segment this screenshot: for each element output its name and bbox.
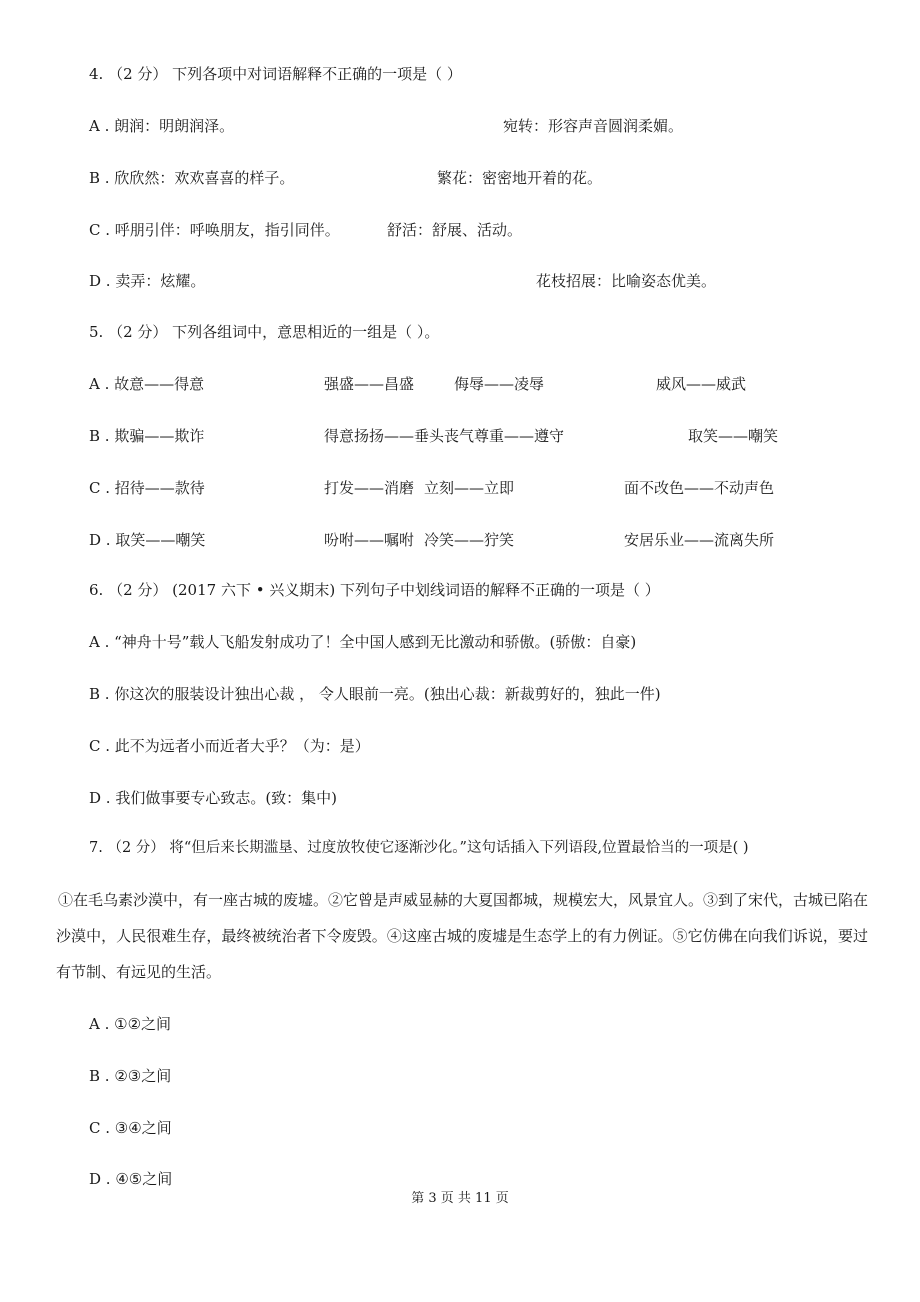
q6-option-d: D . 我们做事要专心致志。(致：集中)	[89, 789, 338, 807]
q7-option-a: A . ①②之间	[89, 1015, 172, 1033]
q6-option-a: A . “神舟十号”载人飞船发射成功了！全中国人感到无比激动和骄傲。(骄傲：自豪)	[89, 633, 637, 651]
q4-option-a-second: 宛转：形容声音圆润柔媚。	[503, 117, 684, 135]
q5-option-c: C . 招待——款待	[89, 479, 205, 497]
q5-option-c-pair4: 面不改色——不动声色	[624, 479, 775, 497]
q5-option-b-pair3: 尊重——遵守	[474, 427, 565, 445]
page-footer: 第 3 页 共 11 页	[411, 1191, 509, 1206]
q5-option-b-pair2: 得意扬扬——垂头丧气	[324, 427, 475, 445]
q5-option-a-pair2: 强盛——昌盛	[324, 375, 415, 393]
q6-option-b: B . 你这次的服装设计独出心裁 ， 令人眼前一亮。(独出心裁：新裁剪好的，独此一件)	[89, 685, 661, 703]
q7-option-c: C . ③④之间	[89, 1119, 172, 1137]
q5-option-a: A . 故意——得意	[89, 375, 205, 393]
q5-option-d-pair3: 冷笑——狞笑	[424, 531, 515, 549]
q7-stem: 7. （2 分） 将“但后来长期滥垦、过度放牧使它逐渐沙化。”这句话插入下列语段,位置最恰当的一项是( )	[89, 840, 749, 856]
q5-option-c-pair2: 打发——消磨	[324, 479, 415, 497]
q4-option-d: D . 卖弄：炫耀。	[89, 272, 206, 290]
q4-option-c: C . 呼朋引伴：呼唤朋友，指引同伴。	[89, 221, 340, 239]
q5-option-a-pair3: 侮辱——凌辱	[454, 375, 545, 393]
q6-option-c: C . 此不为远者小而近者大乎？（为：是）	[89, 737, 370, 755]
q7-option-b: B . ②③之间	[89, 1067, 172, 1085]
q5-option-d-pair4: 安居乐业——流离失所	[624, 531, 775, 549]
q7-passage: ①在毛乌素沙漠中，有一座古城的废墟。②它曾是声威显赫的大夏国都城，规模宏大，风景宜人。③到了宋代，古城已陷在沙漠中，人民很难生存，最终被统治者下令废毁。④这座古城的废墟是生态学上的有力例证。⑤它仿佛在向我们诉说，要过有节制、有远见的生活。	[56, 891, 869, 981]
q5-option-b: B . 欺骗——欺诈	[89, 427, 205, 445]
q5-option-b-pair4: 取笑——嘲笑	[688, 427, 779, 445]
q4-option-b-second: 繁花：密密地开着的花。	[437, 169, 603, 187]
q4-option-a: A . 朗润：明朗润泽。	[89, 117, 235, 135]
q4-option-b: B . 欣欣然：欢欢喜喜的样子。	[89, 169, 295, 187]
q7-option-d: D . ④⑤之间	[89, 1170, 173, 1188]
q6-stem: 6. （2 分） (2017 六下 • 兴义期末) 下列句子中划线词语的解释不正确的一项是（ ）	[89, 581, 660, 599]
q5-option-c-pair3: 立刻——立即	[424, 479, 515, 497]
q5-option-d-pair2: 吩咐——嘱咐	[324, 531, 415, 549]
q5-option-a-pair4: 威风——威武	[656, 375, 747, 393]
q4-option-d-second: 花枝招展：比喻姿态优美。	[536, 272, 717, 290]
q4-option-c-second: 舒活：舒展、活动。	[387, 221, 523, 239]
q5-option-d: D . 取笑——嘲笑	[89, 531, 206, 549]
q5-stem: 5. （2 分） 下列各组词中，意思相近的一组是（ ）。	[89, 323, 440, 341]
q4-stem: 4. （2 分） 下列各项中对词语解释不正确的一项是（ ）	[89, 65, 462, 83]
